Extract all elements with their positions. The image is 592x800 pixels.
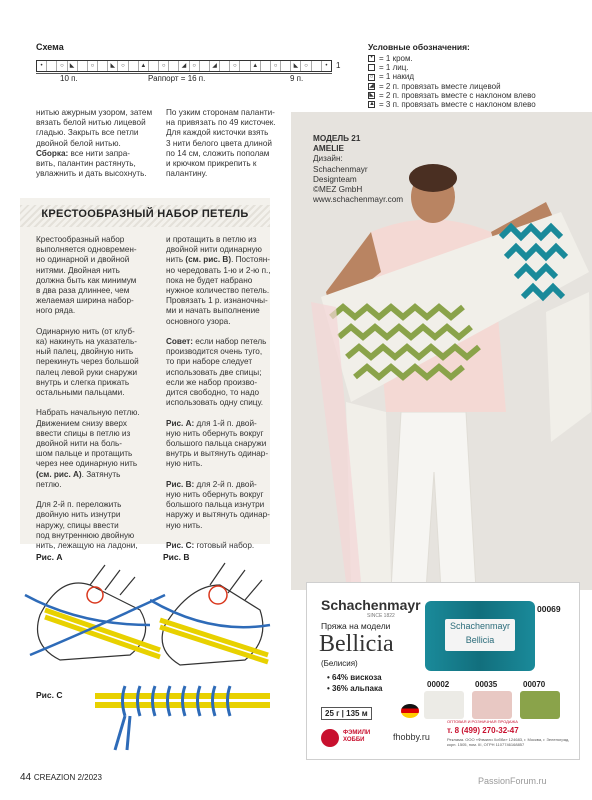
- box-title: КРЕСТООБРАЗНЫЙ НАБОР ПЕТЕЛЬ: [41, 208, 249, 220]
- box-text-line: ми и начать выполнение: [166, 306, 260, 316]
- german-flag-icon: [401, 704, 419, 718]
- legend-text: = 3 п. провязать вместе с наклоном влево: [379, 100, 536, 110]
- ad-address: Реклама. ООО «Фэмили Хобби» 124683, г. Москва, г. Зеленоград, корп. 1505, пом. III, ОГРН 1107746168857: [447, 737, 570, 747]
- ad-code: 00002: [427, 680, 450, 689]
- ad-brand: Schachenmayr: [321, 597, 421, 613]
- skein-white: [424, 691, 464, 719]
- model-caption: МОДЕЛЬ 21 AMELIE Дизайн: Schachenmayr Designteam ©MEZ GmbH www.schachenmayr.com: [313, 134, 404, 205]
- box-text-line: производится очень туго,: [166, 347, 263, 357]
- box-text-line: Крестообразный набор: [36, 235, 125, 244]
- box-text-line: ную нить обернуть вокруг: [166, 428, 264, 438]
- chart-label-repeat: Раппорт = 16 п.: [148, 74, 206, 83]
- box-text-line: нужное количество петель.: [166, 286, 270, 296]
- watermark: PassionForum.ru: [478, 776, 547, 786]
- box-text-line: палец левой руки снаружи: [36, 367, 138, 377]
- box-text-line: использовать две спицы;: [166, 367, 262, 377]
- box-text-line: но одинарной и двойной: [36, 255, 130, 265]
- scheme-title: Схема: [36, 42, 64, 52]
- fig-c-caston-illustration: [85, 678, 275, 753]
- page-number: 44: [20, 772, 32, 783]
- box-text-line: наружу, спицы ввести: [36, 520, 119, 530]
- box-text-line: нить (см. рис. В). Постоян-: [166, 255, 271, 265]
- box-text-line: [36, 398, 154, 408]
- ad-code: 00070: [523, 680, 546, 689]
- box-text-line: [166, 531, 274, 541]
- skein-pink: [472, 691, 512, 719]
- fig-b-hand-illustration: [150, 555, 275, 680]
- fig-a-hand-illustration: [20, 555, 170, 675]
- legend-text: = 1 накид: [379, 72, 415, 82]
- ad-comp1: • 64% вискоза: [327, 673, 382, 682]
- ad-yarn-name: Bellicia: [319, 631, 394, 657]
- legend-title: Условные обозначения:: [368, 42, 470, 52]
- chart-label-left: 10 п.: [60, 74, 78, 83]
- legend-symbol: ○: [369, 73, 374, 80]
- yarn-advertisement: [306, 582, 580, 760]
- legend-text: = 1 кром.: [379, 54, 413, 63]
- model-number: МОДЕЛЬ 21: [313, 134, 361, 143]
- box-text-line: (см. рис. А). Затянуть: [36, 469, 121, 479]
- box-text-line: Совет: если набор петель: [166, 337, 267, 347]
- box-text-line: ную нить.: [166, 520, 203, 530]
- fig-b-label: Рис. В: [163, 552, 190, 562]
- model-website: www.schachenmayr.com: [313, 195, 404, 205]
- box-col1: [36, 235, 154, 551]
- legend-item: [368, 100, 536, 109]
- box-text-line: Рис. В: для 2-й п. двой-: [166, 479, 257, 489]
- legend-symbol: ◢: [369, 82, 374, 89]
- fig-a-label: Рис. А: [36, 552, 63, 562]
- fig-c-label: Рис. С: [36, 690, 63, 700]
- box-text-line: остальными пальцами.: [36, 388, 125, 398]
- legend-symbol: [368, 64, 375, 71]
- box-text-line: наружу и вытянуть одинар-: [166, 510, 270, 520]
- family-hobby-logo-icon: [321, 729, 339, 747]
- box-text-line: Рис. С: готовый набор.: [166, 541, 255, 551]
- box-text-line: [166, 408, 274, 418]
- box-text-line: в два раза длиннее, чем: [36, 286, 130, 296]
- box-text-line: [36, 317, 154, 327]
- legend-text: = 2 п. провязать вместе с наклоном влево: [379, 90, 536, 100]
- legend-item: [368, 72, 536, 81]
- box-text-line: Для 2-й п. переложить: [36, 500, 122, 510]
- legend-symbol: ◣: [369, 91, 374, 98]
- ad-model-yarn: Пряжа на модели: [321, 621, 391, 631]
- knitting-chart: • ○ ◣ ○ ◣ ○ ▲ ○ ◢ ○ ◢ ○ ▲ ○ ◣ ○ •: [36, 60, 332, 72]
- body-left-text: нитью ажурным узором, затем вязать белой нитью лицевой гладью. Закрыть все петли двойной белой нитью. Сборка: все нити запра- вить, палантин растянуть, увлажнить и дать высохнуть.: [36, 108, 153, 179]
- legend-item: [368, 82, 536, 91]
- box-text-line: внутрь и слегка прижать: [36, 377, 130, 387]
- ad-phone: т. 8 (499) 270-32-47: [447, 726, 519, 735]
- body-right-text: По узким сторонам паланти- на привязать по 49 кисточек. Для каждой кисточки взять 3 нити белого цвета длиной по 14 см, сложить пополам и крючком прикрепить к палантину.: [166, 108, 276, 179]
- legend-text: = 1 лиц.: [379, 63, 409, 73]
- ad-fh-logo: ФЭМИЛИ ХОББИ: [343, 730, 371, 743]
- box-text-line: ную нить обернуть вокруг: [166, 490, 264, 500]
- box-text-line: выполняется одновремен-: [36, 245, 137, 255]
- box-text-line: Провязать 1 р. изнаночны-: [166, 296, 268, 306]
- legend-item: [368, 91, 536, 100]
- box-text-line: петлю.: [36, 479, 62, 489]
- box-text-line: если же набор произво-: [166, 377, 258, 387]
- box-text-line: Набрать начальную петлю.: [36, 408, 140, 418]
- box-text-line: двойной нити одинарную: [166, 245, 262, 255]
- box-text-line: двойную нить изнутри: [36, 510, 121, 520]
- ad-seller-caption: ОПТОВАЯ И РОЗНИЧНАЯ ПРОДАЖА: [447, 719, 518, 724]
- box-col2: [166, 235, 274, 551]
- ad-yarn-ru: (Белисия): [321, 659, 358, 668]
- box-text-line: но чередовать 1-ю и 2-ю п.,: [166, 265, 271, 275]
- legend: [368, 42, 536, 109]
- ad-weight: 25 г | 135 м: [321, 707, 372, 720]
- magazine-issue: CREAZION 2/2023: [33, 773, 102, 782]
- chart-row-number: 1: [336, 61, 341, 70]
- box-text-line: должна быть как минимум: [36, 275, 137, 285]
- box-text-line: ка) накинуть на указатель-: [36, 337, 137, 347]
- ad-since: SINCE 1822: [367, 613, 395, 619]
- box-text-line: нить, лежащую на ладони,: [36, 541, 138, 551]
- box-text-line: шом пальце и протащить: [36, 449, 133, 459]
- box-text-line: ввести спицы в петлю из: [36, 428, 131, 438]
- legend-symbol: •: [368, 55, 375, 62]
- ad-code: 00035: [475, 680, 498, 689]
- box-text-line: большого пальца снаружи: [166, 439, 267, 449]
- box-text-line: основного узора.: [166, 316, 231, 326]
- legend-item: [368, 54, 536, 63]
- box-text-line: [166, 470, 274, 480]
- skein-main: [425, 601, 535, 671]
- box-text-line: под внутреннюю двойную: [36, 530, 135, 540]
- box-text-line: пока не будет набрано: [166, 275, 253, 285]
- model-name: AMELIE: [313, 144, 344, 154]
- box-text-line: дится свободно, то надо: [166, 388, 260, 398]
- box-text-line: [166, 327, 274, 337]
- box-text-line: через нее одинарную нить: [36, 459, 138, 469]
- box-text-line: желаемая ширина набор-: [36, 296, 134, 306]
- box-text-line: большого пальца изнутри: [166, 500, 265, 510]
- box-text-line: Рис. А: для 1-й п. двой-: [166, 418, 257, 428]
- legend-text: = 2 п. провязать вместе лицевой: [379, 81, 501, 91]
- box-text-line: внутрь и вытянуть одинар-: [166, 449, 269, 459]
- box-text-line: нитями. Двойная нить: [36, 265, 120, 275]
- box-text-line: ный палец, двойную нить: [36, 347, 134, 357]
- skein-olive: [520, 691, 560, 719]
- skein-label: Schachenmayr Bellicia: [445, 619, 515, 651]
- box-text-line: перекинуть через большой: [36, 357, 139, 367]
- box-text-line: Движением снизу вверх: [36, 418, 127, 428]
- ad-site: fhobby.ru: [393, 732, 430, 742]
- box-text-line: ного ряда.: [36, 306, 76, 316]
- ad-comp2: • 36% альпака: [327, 684, 383, 693]
- legend-item: [368, 63, 536, 72]
- box-text-line: и протащить в петлю из: [166, 235, 257, 244]
- legend-symbol: ▲: [369, 101, 375, 108]
- box-text-line: Одинарную нить (от клуб-: [36, 326, 135, 336]
- box-text-line: то при наборе следует: [166, 357, 253, 367]
- page-footer: [20, 772, 102, 783]
- chart-label-right: 9 п.: [290, 74, 304, 83]
- box-text-line: использовать одну спицу.: [166, 398, 264, 408]
- box-text-line: двойной нити на боль-: [36, 439, 122, 449]
- ad-code-main: 00069: [537, 604, 561, 614]
- box-text-line: ную нить.: [166, 459, 203, 469]
- box-text-line: [36, 490, 154, 500]
